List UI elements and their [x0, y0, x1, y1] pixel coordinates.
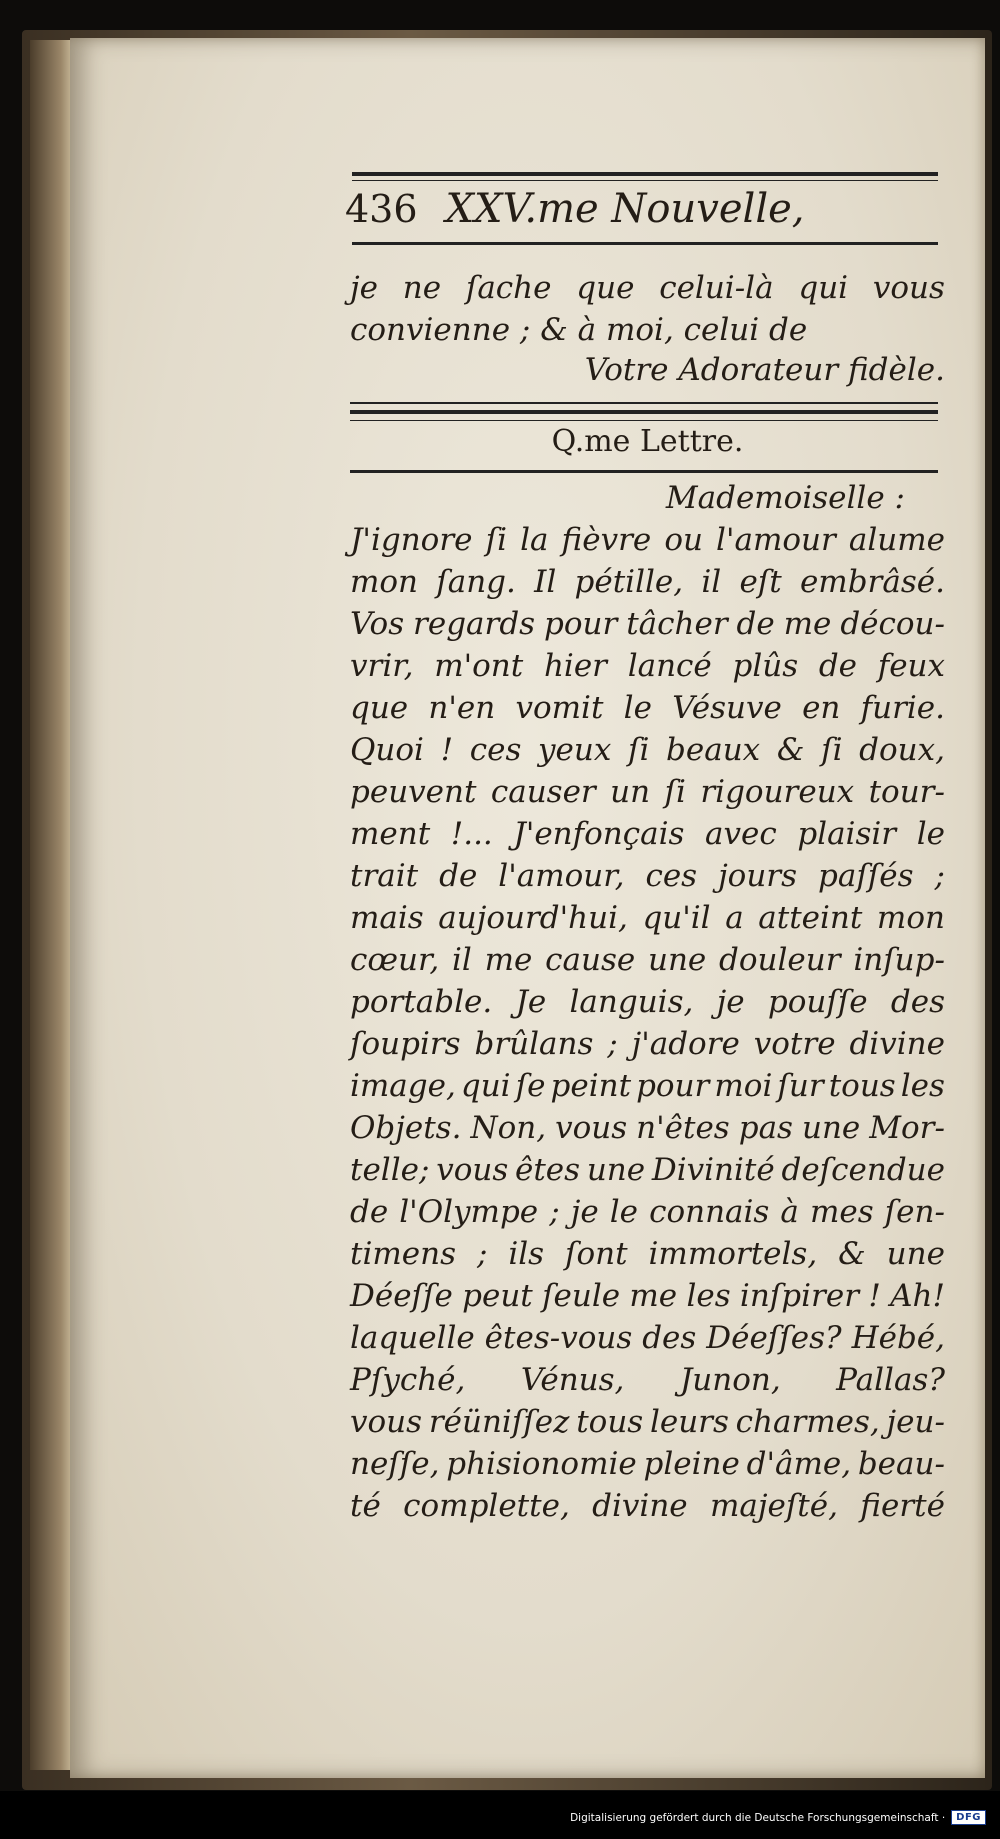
word: Junon, — [679, 1362, 781, 1398]
signature-line: Votre Adorateur fidèle. — [584, 352, 945, 388]
header-rule-top-thin — [352, 180, 938, 181]
word: a — [725, 900, 744, 936]
word: immortels, — [648, 1236, 818, 1272]
word: j'adore — [631, 1026, 740, 1062]
letter-heading: Q.me Lettre. — [551, 424, 744, 459]
word: tâcher — [626, 606, 728, 642]
running-title: XXV.me Nouvelle, — [445, 186, 805, 232]
text-line — [350, 940, 945, 980]
word: causer — [490, 774, 596, 810]
text-line: convienne ; & à moi, celui de — [350, 312, 808, 348]
word: Quoi — [350, 732, 424, 768]
word: portable. — [350, 984, 493, 1020]
word: fierté — [860, 1488, 945, 1524]
page-number: 436 — [345, 187, 418, 231]
word: mon — [876, 900, 945, 936]
word: laquelle — [350, 1320, 475, 1356]
word: image, — [350, 1068, 456, 1104]
word: trait — [350, 858, 419, 894]
word: tour- — [868, 774, 945, 810]
word: eſt — [739, 564, 782, 600]
word: je — [350, 270, 378, 306]
word: vomit — [515, 690, 604, 726]
word: paſſés — [818, 858, 914, 894]
word: & — [838, 1236, 866, 1272]
word: Déeſſes? — [706, 1320, 842, 1356]
word: Déeſſe — [350, 1278, 453, 1314]
salutation: Mademoiselle : — [665, 480, 905, 516]
word: Ah! — [890, 1278, 945, 1314]
word: Hébé, — [851, 1320, 945, 1356]
word: beaux — [666, 732, 761, 768]
word: ſi — [485, 522, 507, 558]
word: tous — [828, 1068, 896, 1104]
word: une — [886, 1236, 945, 1272]
word: me — [783, 606, 832, 642]
text-line — [350, 982, 945, 1022]
word: peut — [462, 1278, 533, 1314]
word: té — [350, 1488, 381, 1524]
word: un — [610, 774, 651, 810]
word: vous — [350, 1404, 423, 1440]
word: le — [623, 690, 652, 726]
word: embrâsé. — [799, 564, 945, 600]
word: J'enfonçais — [513, 816, 685, 852]
word: cause — [545, 942, 636, 978]
text-line — [350, 814, 945, 854]
text-line — [350, 688, 945, 728]
text-line — [350, 1444, 945, 1484]
word: ſur — [777, 1068, 824, 1104]
word: ſoupirs — [350, 1026, 461, 1062]
word: de — [736, 606, 775, 642]
text-line — [350, 898, 945, 938]
page-gutter — [30, 40, 74, 1770]
header-rule-bottom — [352, 242, 938, 245]
word: êtes-vous — [484, 1320, 633, 1356]
word: votre — [753, 1026, 836, 1062]
word: aujourd'hui, — [438, 900, 628, 936]
word: des — [890, 984, 945, 1020]
letter-rule-top-thick — [350, 410, 938, 414]
word: leurs — [649, 1404, 729, 1440]
word: tous — [576, 1404, 644, 1440]
word: doux, — [859, 732, 945, 768]
text-line — [350, 1192, 945, 1232]
word: une — [586, 1152, 646, 1188]
word: connais — [649, 1194, 770, 1230]
word: ils — [508, 1236, 545, 1272]
word: alume — [848, 522, 945, 558]
text-line — [350, 1150, 945, 1190]
word: qui — [460, 1068, 511, 1104]
word: divine — [592, 1488, 688, 1524]
text-line — [350, 1486, 945, 1526]
word: pour — [636, 1068, 710, 1104]
word: ; — [607, 1026, 618, 1062]
word: ! — [440, 732, 454, 768]
word: feux — [877, 648, 945, 684]
word: m'ont — [434, 648, 524, 684]
word: d'âme, — [746, 1446, 852, 1482]
word: me — [629, 1278, 678, 1314]
word: inſpirer — [739, 1278, 860, 1314]
word: douleur — [719, 942, 841, 978]
word: inſup- — [853, 942, 945, 978]
word: le — [916, 816, 945, 852]
word: ; — [549, 1194, 560, 1230]
header-rule-top — [352, 172, 938, 176]
word: une — [801, 1110, 861, 1146]
word: n'en — [428, 690, 496, 726]
text-line — [350, 856, 945, 896]
word: furie. — [860, 690, 945, 726]
word: l'amour — [716, 522, 836, 558]
word: Non, — [470, 1110, 547, 1146]
text-line — [350, 1360, 945, 1400]
word: brûlans — [474, 1026, 594, 1062]
viewer-footer — [0, 1791, 1000, 1839]
word: deſcendue — [781, 1152, 945, 1188]
word: phisionomie — [446, 1446, 637, 1482]
word: celui-là — [659, 270, 774, 306]
word: charmes, — [735, 1404, 880, 1440]
word: décou- — [840, 606, 945, 642]
word: mais — [350, 900, 424, 936]
word: Pſyché, — [350, 1362, 466, 1398]
word: plûs — [732, 648, 799, 684]
word: Mor- — [869, 1110, 945, 1146]
word: il — [701, 564, 722, 600]
word: je — [570, 1194, 599, 1230]
word: majeſté, — [709, 1488, 838, 1524]
word: des — [642, 1320, 697, 1356]
word: moi — [714, 1068, 773, 1104]
word: ſang. — [436, 564, 516, 600]
word: neſſe, — [350, 1446, 440, 1482]
word: qu'il — [642, 900, 711, 936]
word: je — [716, 984, 745, 1020]
word: pouſſe — [767, 984, 868, 1020]
word: lancé — [627, 648, 712, 684]
letter-rule-bottom — [350, 470, 938, 473]
footer-credit — [570, 1810, 986, 1825]
word: les — [900, 1068, 945, 1104]
word: à — [780, 1194, 799, 1230]
word: n'êtes — [636, 1110, 730, 1146]
word: ment — [350, 816, 431, 852]
word: l'Olympe — [399, 1194, 539, 1230]
word: Vénus, — [520, 1362, 625, 1398]
word: en — [802, 690, 841, 726]
word: vous — [872, 270, 945, 306]
text-line — [350, 1066, 945, 1106]
text-line — [350, 646, 945, 686]
word: de — [350, 1194, 389, 1230]
word: ne — [402, 270, 442, 306]
text-line — [350, 520, 945, 560]
text-line — [350, 772, 945, 812]
text-line — [350, 1234, 945, 1274]
footer-credit-text: Digitalisierung gefördert durch die Deutsche Forschungsgemeinschaft · — [570, 1811, 946, 1824]
word: ſont — [565, 1236, 628, 1272]
word: Il — [534, 564, 557, 600]
word: me — [484, 942, 533, 978]
word: peint — [550, 1068, 632, 1104]
text-line — [350, 1276, 945, 1316]
word: Vos — [350, 606, 405, 642]
word: plaisir — [797, 816, 897, 852]
dfg-logo-icon: DFG — [951, 1810, 986, 1825]
word: une — [647, 942, 707, 978]
word: rigoureux — [700, 774, 855, 810]
word: la — [520, 522, 549, 558]
word: ces — [469, 732, 522, 768]
word: jeu- — [886, 1404, 945, 1440]
word: Divinité — [651, 1152, 775, 1188]
word: ſen- — [884, 1194, 945, 1230]
word: l'amour, — [498, 858, 625, 894]
text-line — [350, 1108, 945, 1148]
word: J'ignore — [350, 522, 473, 558]
word: les — [686, 1278, 731, 1314]
running-header — [345, 186, 945, 238]
word: ces — [645, 858, 698, 894]
word: jours — [718, 858, 798, 894]
word: Je — [515, 984, 547, 1020]
word: Vésuve — [672, 690, 782, 726]
letter-rule-top — [350, 402, 938, 404]
word: complette, — [403, 1488, 570, 1524]
word: de — [818, 648, 858, 684]
word: telle; — [350, 1152, 430, 1188]
word: ſi — [664, 774, 686, 810]
word: pleine — [643, 1446, 740, 1482]
text-line — [350, 730, 945, 770]
text-line — [350, 562, 945, 602]
text-line — [350, 1402, 945, 1442]
word: regards — [413, 606, 536, 642]
text-line — [350, 604, 945, 644]
word: Objets. — [350, 1110, 462, 1146]
word: ſi — [821, 732, 843, 768]
word: pour — [544, 606, 618, 642]
word: il — [452, 942, 472, 978]
word: hier — [543, 648, 607, 684]
word: !... — [450, 816, 493, 852]
word: ſi — [628, 732, 650, 768]
word: timens — [350, 1236, 456, 1272]
word: avec — [705, 816, 777, 852]
word: ſache — [465, 270, 552, 306]
word: ; — [476, 1236, 488, 1272]
word: pétille, — [574, 564, 684, 600]
text-line — [350, 1024, 945, 1064]
word: & — [776, 732, 805, 768]
word: peuvent — [350, 774, 477, 810]
word: vous — [555, 1110, 628, 1146]
word: atteint — [758, 900, 863, 936]
word: Pallas? — [836, 1362, 945, 1398]
word: cœur, — [350, 942, 440, 978]
word: vrir, — [350, 648, 414, 684]
word: que — [350, 690, 409, 726]
word: mon — [350, 564, 419, 600]
word: ſeule — [542, 1278, 621, 1314]
word: réüniſſez — [428, 1404, 570, 1440]
word: languis, — [569, 984, 694, 1020]
word: ! — [868, 1278, 881, 1314]
word: fièvre — [561, 522, 652, 558]
word: beau- — [857, 1446, 945, 1482]
word: ou — [664, 522, 703, 558]
word: divine — [849, 1026, 945, 1062]
word: vous — [436, 1152, 509, 1188]
word: mes — [809, 1194, 874, 1230]
word: yeux — [538, 732, 612, 768]
word: que — [576, 270, 635, 306]
word: le — [609, 1194, 639, 1230]
word: de — [439, 858, 478, 894]
text-line — [350, 1318, 945, 1358]
word: qui — [798, 270, 849, 306]
word: pas — [738, 1110, 793, 1146]
letter-rule-top-thin — [350, 420, 938, 421]
word: êtes — [515, 1152, 581, 1188]
word: ſe — [515, 1068, 546, 1104]
word: ; — [934, 858, 945, 894]
text-line — [350, 268, 945, 308]
